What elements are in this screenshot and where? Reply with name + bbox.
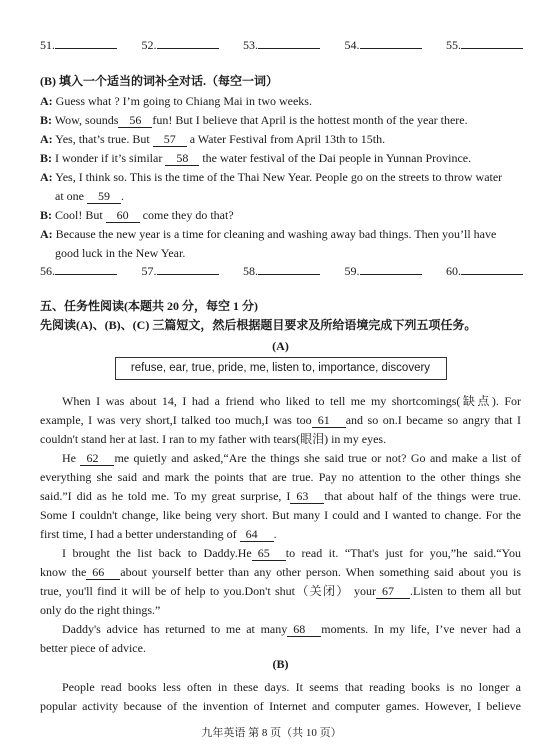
text-run: first time, I had a better understanding of xyxy=(40,527,240,541)
text-run: Some I couldn't change, like being very short. But many I could and I wanted to change. For the xyxy=(40,508,521,522)
text-run: only do the right things.” xyxy=(40,603,161,617)
passage-line xyxy=(40,430,521,449)
answer-line[interactable] xyxy=(360,263,422,275)
text-run: a Water Festival from April 13th to 15th. xyxy=(186,132,386,146)
text-run: Yes, I think so. This is the time of the Thai New Year. People go on the streets to throw water xyxy=(52,170,503,184)
dialogue-line xyxy=(40,187,521,206)
answer-blank xyxy=(142,262,219,281)
section-5-instruction: 先阅读(A)、(B)、(C) 三篇短文，然后根据题目要求及所给语境完成下列五项任务。 xyxy=(40,318,477,332)
answer-line[interactable] xyxy=(157,37,219,49)
text-run: that about half of the things were true. xyxy=(324,489,521,503)
page-footer: 九年英语 第 8 页（共 10 页） xyxy=(201,727,342,739)
answer-blanks-56-60 xyxy=(40,262,523,281)
answer-blank xyxy=(345,36,422,55)
passage-line xyxy=(40,582,521,601)
text-run: Because the new year is a time for cleaning and washing away bad things. Then you’ll have xyxy=(52,227,497,241)
question-number: 58. xyxy=(243,264,258,278)
speaker-label: A: xyxy=(40,94,53,108)
passage-line xyxy=(40,697,521,716)
text-run: me quietly and asked,“Are the things she said true or not? Go and make a list of xyxy=(114,451,521,465)
word-box: refuse, ear, true, pride, me, listen to, importance, discovery xyxy=(115,357,447,380)
part-a-label: (A) xyxy=(272,339,289,353)
inline-blank[interactable]: 65 xyxy=(252,546,286,561)
text-run: moments. In my life, I’ve never had a xyxy=(321,622,521,636)
answer-blanks-51-55 xyxy=(40,36,523,55)
passage-line xyxy=(40,525,521,544)
text-run: couldn't stand her at last. I ran to my father with tears(眼泪) in my eyes. xyxy=(40,432,387,446)
dialogue-line xyxy=(40,111,521,130)
answer-line[interactable] xyxy=(157,263,219,275)
section-b-title: (B) 填入一个适当的词补全对话.（每空一词） xyxy=(40,74,278,88)
text-run: Guess what ? I’m going to Chiang Mai in two weeks. xyxy=(52,94,312,108)
text-run: know the xyxy=(40,565,87,579)
inline-blank[interactable]: 62 xyxy=(80,451,114,466)
passage-a xyxy=(40,392,521,658)
text-run: the water festival of the Dai people in Yunnan Province. xyxy=(199,151,472,165)
passage-line xyxy=(40,620,521,639)
inline-blank[interactable]: 68 xyxy=(287,622,321,637)
question-number: 51. xyxy=(40,38,55,52)
inline-blank[interactable]: 63 xyxy=(290,489,324,504)
text-run: Wow, sounds xyxy=(52,113,119,127)
dialogue-line xyxy=(40,244,521,263)
passage-line xyxy=(40,487,521,506)
text-run: to read it. “That's just for you,”he said.“You xyxy=(285,546,521,560)
text-run: popular activity because of the invention of Internet and computer games. However, I believe xyxy=(40,699,521,713)
paragraph xyxy=(40,544,521,620)
answer-blank xyxy=(243,36,320,55)
paragraph xyxy=(40,620,521,658)
text-run: better piece of advice. xyxy=(40,641,146,655)
text-run: about yourself better than any other person. When something said about you is xyxy=(120,565,521,579)
inline-blank[interactable]: 58 xyxy=(165,151,199,166)
answer-blank xyxy=(446,36,523,55)
question-number: 59. xyxy=(344,264,360,278)
inline-blank[interactable]: 67 xyxy=(376,584,410,599)
question-number: 54. xyxy=(344,38,360,52)
answer-line[interactable] xyxy=(461,37,523,49)
answer-line[interactable] xyxy=(258,263,320,275)
dialogue-line xyxy=(40,168,521,187)
inline-blank[interactable]: 57 xyxy=(153,132,187,147)
answer-line[interactable] xyxy=(258,37,320,49)
speaker-label: B: xyxy=(40,113,52,127)
inline-blank[interactable]: 64 xyxy=(240,527,274,542)
text-run: Daddy's advice has returned to me at many xyxy=(62,622,288,636)
text-run: He xyxy=(62,451,81,465)
text-run: . xyxy=(273,527,277,541)
section-5-title: 五、任务性阅读(本题共 20 分，每空 1 分) xyxy=(40,299,258,313)
answer-line[interactable] xyxy=(55,37,117,49)
passage-line xyxy=(40,506,521,525)
answer-blank xyxy=(446,262,523,281)
speaker-label: A: xyxy=(40,227,53,241)
paragraph xyxy=(40,392,521,449)
answer-line[interactable] xyxy=(461,263,523,275)
text-run: said.”I did as he told me. To my great surprise, I xyxy=(40,489,291,503)
dialogue-line xyxy=(40,225,521,244)
word-box-container xyxy=(40,355,521,380)
inline-blank[interactable]: 61 xyxy=(312,413,346,428)
answer-line[interactable] xyxy=(55,263,117,275)
question-number: 53. xyxy=(243,38,258,52)
text-run: fun! But I believe that April is the hottest month of the year there. xyxy=(152,113,468,127)
speaker-label: A: xyxy=(40,170,53,184)
paragraph xyxy=(40,449,521,544)
text-run: People read books less often in these days. It seems that reading books is no longer a xyxy=(62,680,521,694)
inline-blank[interactable]: 66 xyxy=(86,565,120,580)
part-b-label: (B) xyxy=(272,657,289,671)
text-run: everything she said and mark the points that are true. Pay no attention to the other things she xyxy=(40,470,521,484)
text-run: come they do that? xyxy=(139,208,234,222)
text-run: good luck in the New Year. xyxy=(55,246,186,260)
question-number: 60. xyxy=(446,264,461,278)
dialogue-line xyxy=(40,130,521,149)
dialogue-line xyxy=(40,149,521,168)
question-number: 56. xyxy=(40,264,55,278)
text-run: I wonder if it’s similar xyxy=(52,151,166,165)
dialogue-line xyxy=(40,92,521,111)
answer-blank xyxy=(243,262,320,281)
passage-line xyxy=(40,468,521,487)
speaker-label: B: xyxy=(40,151,52,165)
passage-line xyxy=(40,392,521,411)
answer-blank xyxy=(142,36,219,55)
speaker-label: A: xyxy=(40,132,53,146)
passage-line xyxy=(40,563,521,582)
dialogue xyxy=(40,92,521,263)
inline-blank[interactable]: 56 xyxy=(118,113,152,128)
text-run: example, I was very short,I talked too much,I was too xyxy=(40,413,312,427)
text-run: true, you'll find it will be of help to you.Don't shut（关闭） your xyxy=(40,584,376,598)
text-run: Cool! But xyxy=(52,208,106,222)
passage-line xyxy=(40,678,521,697)
question-number: 52. xyxy=(141,38,157,52)
answer-blank xyxy=(40,262,117,281)
passage-line xyxy=(40,601,521,620)
question-number: 57. xyxy=(141,264,157,278)
text-run: Yes, that’s true. But xyxy=(52,132,153,146)
text-run: .Listen to them all but xyxy=(410,584,521,598)
passage-b xyxy=(40,678,521,716)
text-run: at one xyxy=(55,189,87,203)
inline-blank[interactable]: 60 xyxy=(106,208,140,223)
passage-line xyxy=(40,411,521,430)
passage-line xyxy=(40,449,521,468)
answer-line[interactable] xyxy=(360,37,422,49)
dialogue-line xyxy=(40,206,521,225)
speaker-label: B: xyxy=(40,208,52,222)
passage-line xyxy=(40,544,521,563)
answer-blank xyxy=(40,36,117,55)
answer-blank xyxy=(345,262,422,281)
question-number: 55. xyxy=(446,38,461,52)
text-run: and so on.I became so angry that I xyxy=(345,413,521,427)
text-run: When I was about 14, I had a friend who liked to tell me my shortcomings(缺点). For xyxy=(62,394,521,408)
inline-blank[interactable]: 59 xyxy=(87,189,121,204)
text-run: I brought the list back to Daddy.He xyxy=(62,546,252,560)
text-run: . xyxy=(121,189,124,203)
